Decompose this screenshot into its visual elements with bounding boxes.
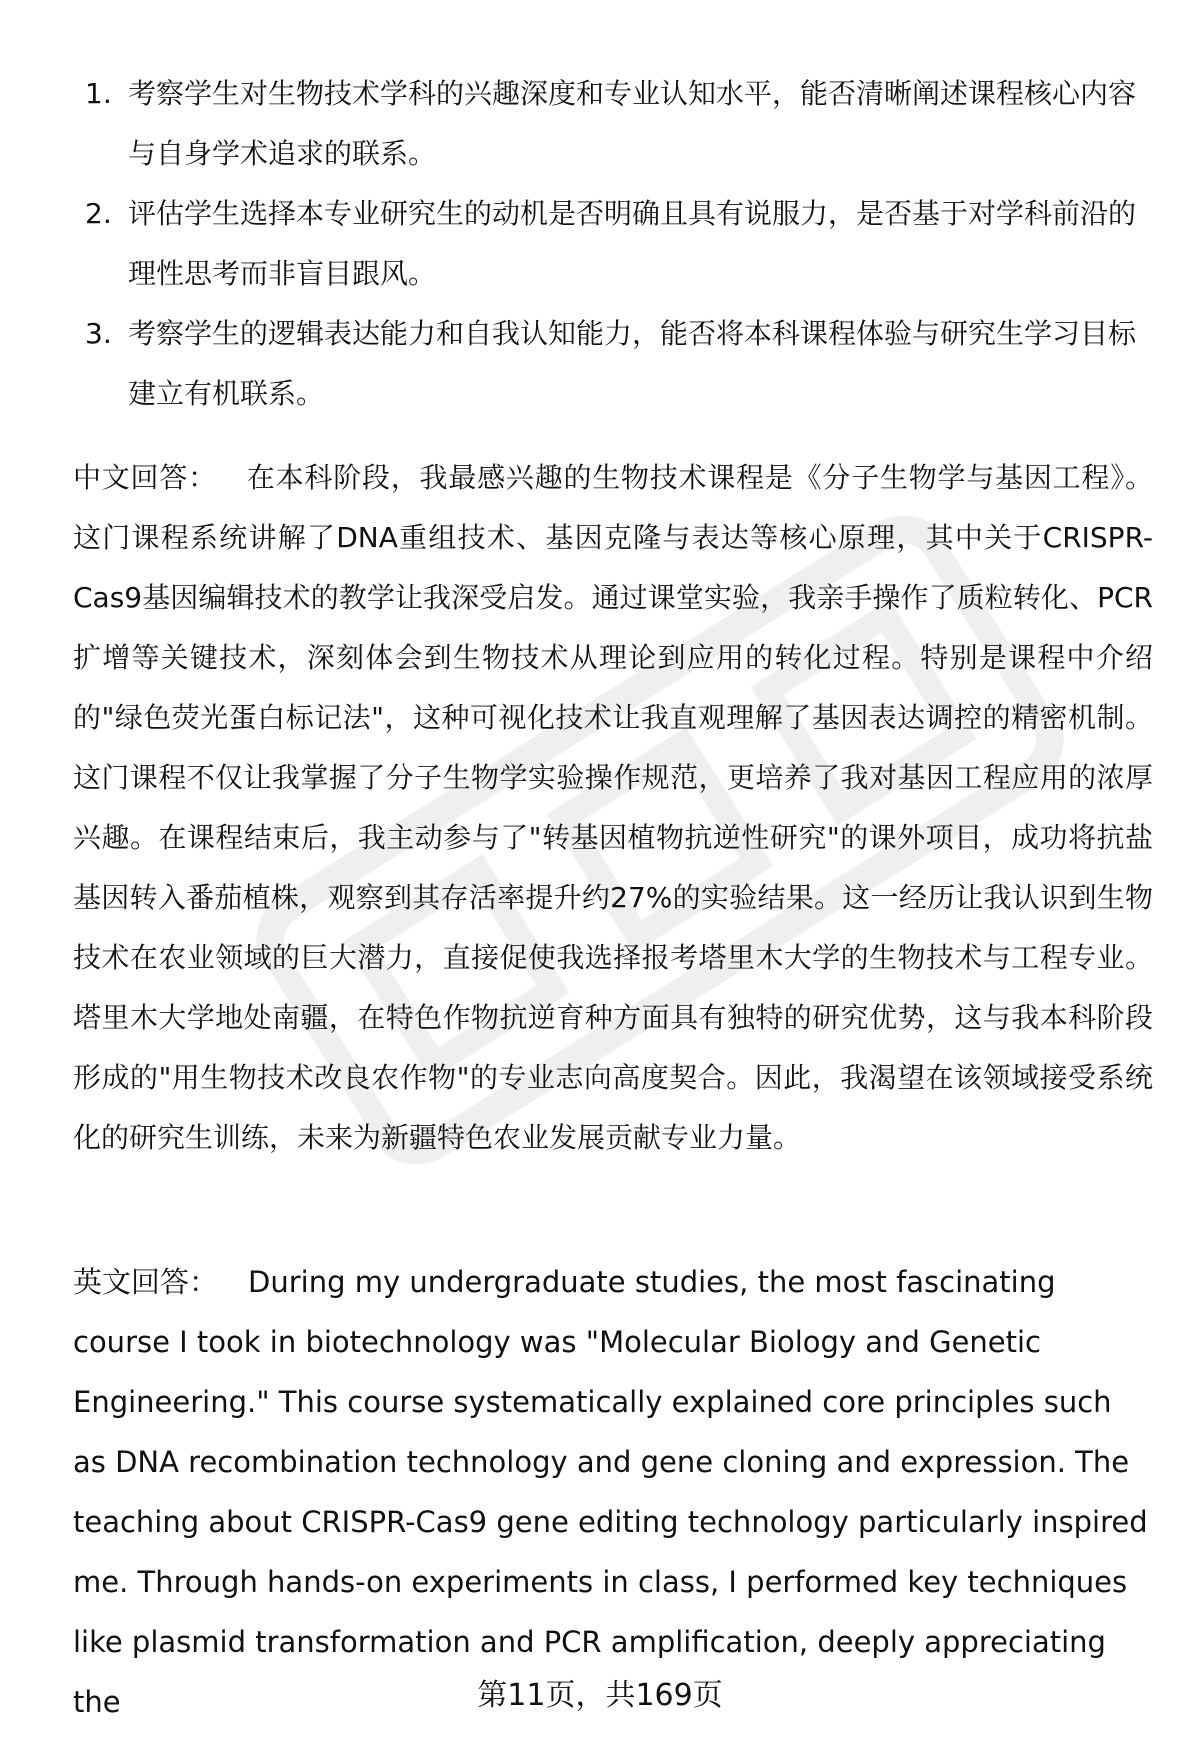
evaluation-criteria-list (76, 64, 1156, 424)
criteria-number: 3. (85, 317, 112, 350)
criteria-text: 评估学生选择本专业研究生的动机是否明确且具有说服力，是否基于对学科前沿的理性思考而非盲目跟风。 (128, 197, 1137, 290)
page-number-footer: 第11页，共169页 (477, 1678, 723, 1713)
english-answer-label: 英文回答： (73, 1265, 219, 1299)
criteria-item (76, 64, 1156, 184)
criteria-text: 考察学生对生物技术学科的兴趣深度和专业认知水平，能否清晰阐述课程核心内容与自身学术追求的联系。 (128, 77, 1137, 170)
english-answer-text: During my undergraduate studies, the most fascinating course I took in biotechnology was "Molecular Biology and Genetic Engineering." This course systematically explained core principles such as DNA recombination technology and gene cloning and expression. The teaching about CRISPR-Cas9 gene editing technology particularly inspired me. Through hands-on experiments in class, I performed key techniques like plasmid transformation and PCR amplification, deeply appreciating the (73, 1265, 1148, 1719)
criteria-number: 2. (85, 197, 112, 230)
criteria-item (76, 184, 1156, 304)
criteria-item (76, 304, 1156, 424)
english-answer-paragraph (73, 1252, 1153, 1732)
chinese-answer-label: 中文回答： (73, 461, 217, 494)
criteria-number: 1. (85, 77, 112, 110)
chinese-answer-text: 在本科阶段，我最感兴趣的生物技术课程是《分子生物学与基因工程》。这门课程系统讲解了DNA重组技术、基因克隆与表达等核心原理，其中关于CRISPR-Cas9基因编辑技术的教学让我深受启发。通过课堂实验，我亲手操作了质粒转化、PCR扩增等关键技术，深刻体会到生物技术从理论到应用的转化过程。特别是课程中介绍的"绿色荧光蛋白标记法"，这种可视化技术让我直观理解了基因表达调控的精密机制。这门课程不仅让我掌握了分子生物学实验操作规范，更培养了我对基因工程应用的浓厚兴趣。在课程结束后，我主动参与了"转基因植物抗逆性研究"的课外项目，成功将抗盐基因转入番茄植株，观察到其存活率提升约27%的实验结果。这一经历让我认识到生物技术在农业领域的巨大潜力，直接促使我选择报考塔里木大学的生物技术与工程专业。塔里木大学地处南疆，在特色作物抗逆育种方面具有独特的研究优势，这与我本科阶段形成的"用生物技术改良农作物"的专业志向高度契合。因此，我渴望在该领域接受系统化的研究生训练，未来为新疆特色农业发展贡献专业力量。 (73, 461, 1153, 1154)
criteria-text: 考察学生的逻辑表达能力和自我认知能力，能否将本科课程体验与研究生学习目标建立有机联系。 (128, 317, 1137, 410)
chinese-answer-paragraph (73, 448, 1153, 1168)
